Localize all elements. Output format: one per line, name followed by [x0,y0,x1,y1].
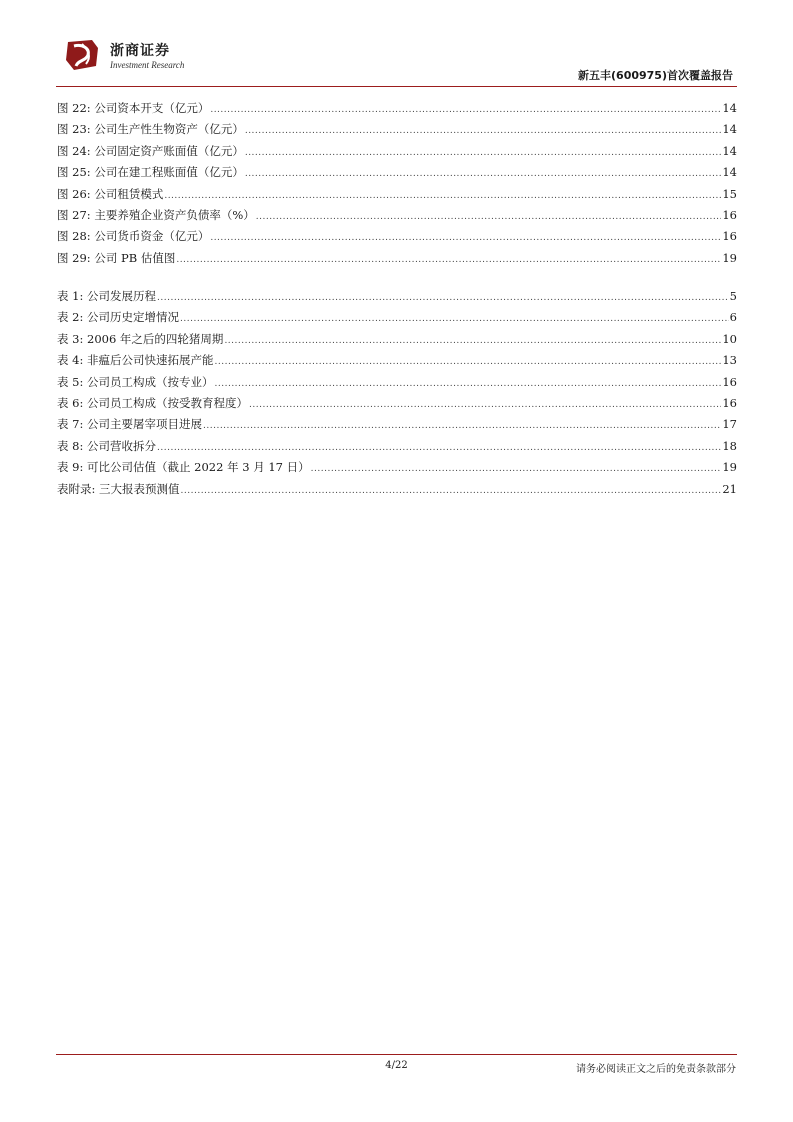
toc-leader [164,191,721,201]
company-logo-icon [62,38,106,72]
toc-entry-label: 表 6: 公司员工构成（按受教育程度） [57,395,249,410]
toc-leader [157,443,721,453]
toc-page-number: 18 [722,438,737,453]
toc-entry-label: 表 5: 公司员工构成（按专业） [57,374,214,389]
toc-entry-label: 表 7: 公司主要屠宰项目进展 [57,417,203,432]
toc-leader [210,105,721,115]
page-number: 4/22 [385,1060,408,1071]
toc-page-number: 17 [722,417,737,432]
toc-entry-label: 表 9: 可比公司估值（截止 2022 年 3 月 17 日） [57,460,310,475]
toc-entry-label: 图 23: 公司生产性生物资产（亿元） [57,122,244,137]
toc-page-number: 14 [722,165,737,180]
toc-entry-label: 表 2: 公司历史定增情况 [57,310,180,325]
toc-row[interactable] [57,207,737,228]
toc-entry-label: 表附录: 三大报表预测值 [57,481,180,496]
toc-row[interactable] [57,459,737,480]
footer-divider [56,1054,737,1055]
toc-row[interactable] [57,164,737,185]
brand-name-en: Investment Research [110,60,185,70]
brand-name-cn: 浙商证券 [110,43,170,59]
toc-row[interactable] [57,228,737,249]
toc-page-number: 14 [722,122,737,137]
toc-page-number: 14 [722,143,737,158]
toc-leader [203,421,721,431]
toc-row[interactable] [57,143,737,164]
toc-row[interactable] [57,250,737,271]
toc-page-number: 5 [729,289,737,303]
toc-entry-label: 图 29: 公司 PB 估值图 [57,250,176,265]
toc-row[interactable] [57,416,737,437]
toc-row[interactable] [57,309,737,330]
toc-row[interactable] [57,352,737,373]
toc-row[interactable] [57,288,737,309]
toc-entry-label: 图 24: 公司固定资产账面值（亿元） [57,143,244,158]
toc-entry-label: 表 1: 公司发展历程 [57,289,157,303]
toc-row[interactable] [57,121,737,142]
toc-page-number: 6 [729,310,737,325]
toc-row[interactable] [57,438,737,459]
toc-leader [210,233,721,243]
toc-page-number: 19 [722,250,737,265]
toc-leader [224,336,721,346]
toc-page-number: 19 [722,460,737,475]
toc-page-number: 21 [722,481,737,496]
toc-entry-label: 图 22: 公司资本开支（亿元） [57,101,210,115]
toc-row[interactable] [57,374,737,395]
toc-entry-label: 图 25: 公司在建工程账面值（亿元） [57,165,244,180]
toc-page-number: 15 [722,186,737,201]
header-divider [56,86,737,87]
toc-entry-label: 表 3: 2006 年之后的四轮猪周期 [57,331,224,346]
toc-leader [249,400,721,410]
toc-row[interactable] [57,481,737,502]
toc-page-number: 14 [722,101,737,115]
toc-leader [180,314,729,324]
toc-entry-label: 图 26: 公司租赁模式 [57,186,164,201]
toc-page-number: 16 [722,207,737,222]
toc-page-number: 16 [722,229,737,244]
toc-leader [215,379,722,389]
toc-row[interactable] [57,395,737,416]
toc-leader [181,486,722,496]
toc-leader [245,148,722,158]
toc-page-number: 16 [722,374,737,389]
toc-page-number: 13 [722,353,737,368]
toc-row[interactable] [57,186,737,207]
toc-leader [311,464,722,474]
disclaimer-text: 请务必阅读正文之后的免责条款部分 [576,1064,736,1075]
toc-page-number: 16 [722,395,737,410]
toc-row[interactable] [57,331,737,352]
toc-leader [256,212,722,222]
toc-entry-label: 图 27: 主要养殖企业资产负债率（%） [57,207,255,222]
toc-entry-label: 表 4: 非瘟后公司快速拓展产能 [57,353,214,368]
toc-leader [215,357,722,367]
toc-entry-label: 图 28: 公司货币资金（亿元） [57,229,210,244]
report-title: 新五丰(600975)首次覆盖报告 [578,69,733,82]
toc-page-number: 10 [722,331,737,346]
toc-row[interactable] [57,100,737,121]
toc-entry-label: 表 8: 公司营收拆分 [57,438,157,453]
toc-leader [245,169,722,179]
table-index [57,288,737,502]
figure-index [57,100,737,271]
toc-leader [157,293,729,303]
toc-leader [245,126,722,136]
toc-leader [176,255,721,265]
